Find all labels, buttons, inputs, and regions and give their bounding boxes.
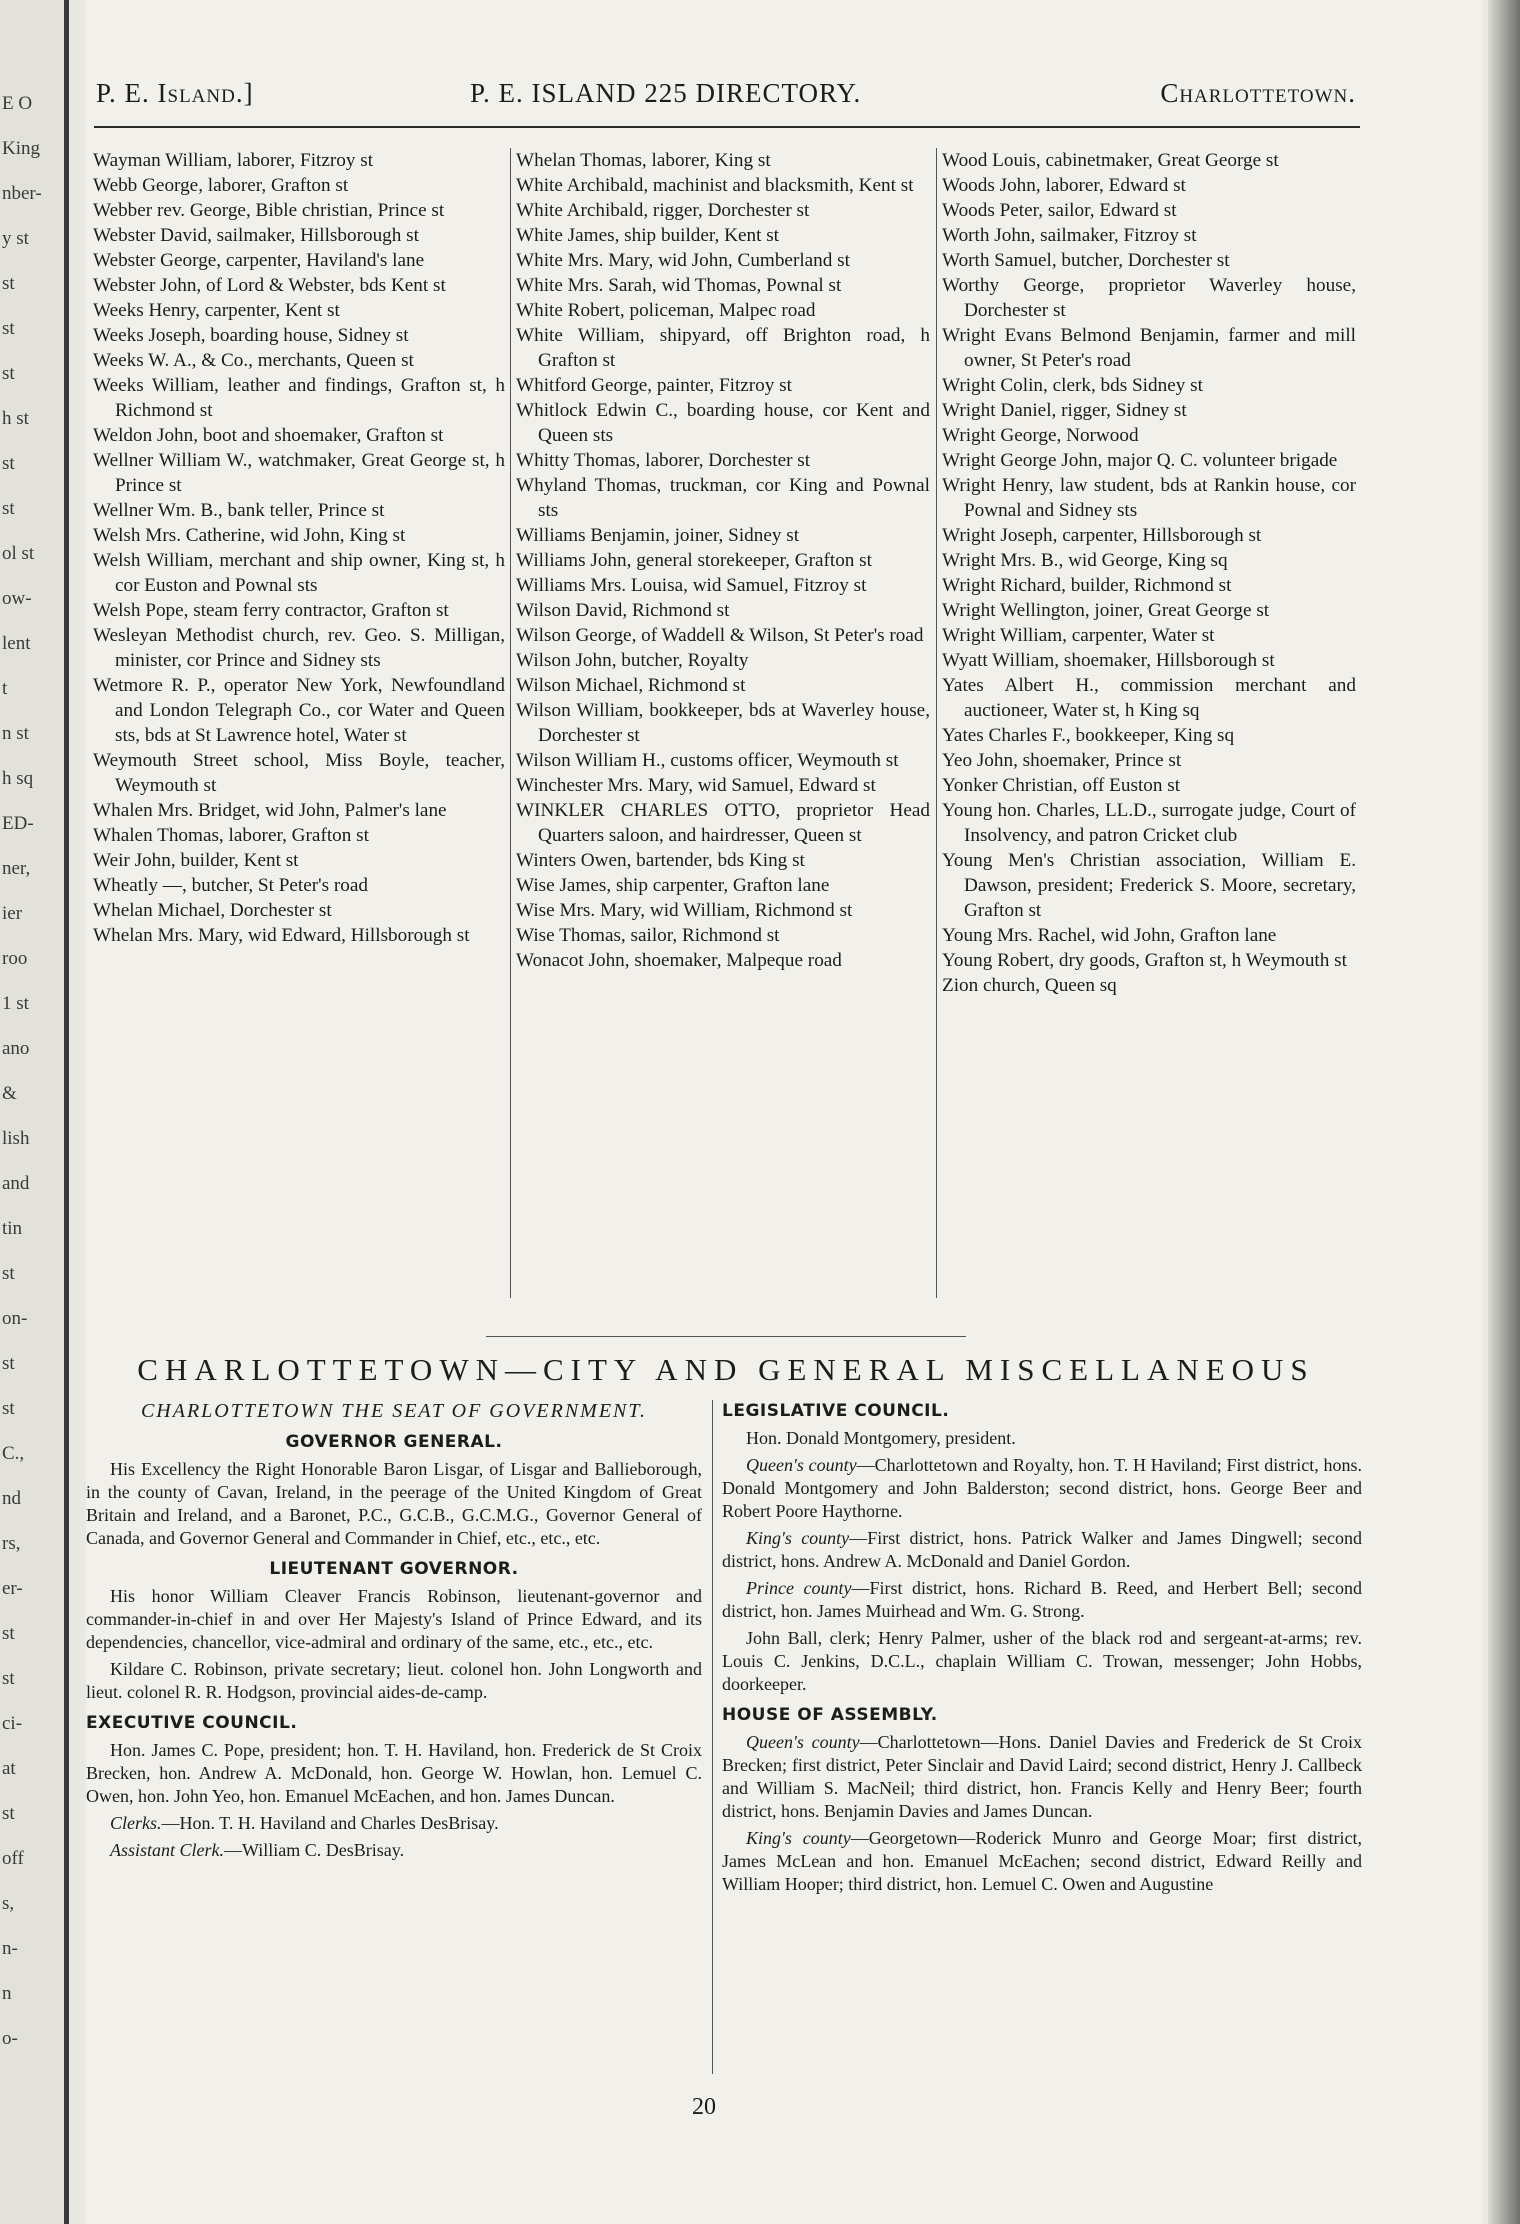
header-left: P. E. Island.] — [96, 78, 254, 108]
section-title: CHARLOTTETOWN—CITY AND GENERAL MISCELLANEOUS — [137, 1352, 1315, 1387]
directory-entry: Young Men's Christian association, William E. Dawson, president; Frederick S. Moore, secretary, Grafton st — [942, 850, 1356, 921]
directory-entry: Wilson William H., customs officer, Weymouth st — [516, 750, 899, 771]
directory-column-2 — [516, 148, 930, 973]
margin-fragment: t — [2, 678, 8, 699]
seat-heading: CHARLOTTETOWN THE SEAT OF GOVERNMENT. — [140, 1400, 648, 1422]
margin-fragment: st — [2, 1353, 15, 1374]
directory-entry: Wilson William, bookkeeper, bds at Waverley house, Dorchester st — [516, 700, 930, 746]
margin-fragment: ano — [2, 1038, 30, 1059]
directory-entry: Worth Samuel, butcher, Dorchester st — [942, 250, 1230, 271]
directory-entry: Wetmore R. P., operator New York, Newfoundland and London Telegraph Co., cor Water and Queen sts, bds at St Lawrence hotel, Water st — [93, 675, 505, 746]
margin-fragment: h st — [2, 408, 29, 429]
directory-entry: Yates Charles F., bookkeeper, King sq — [942, 725, 1235, 746]
directory-entry: Webster John, of Lord & Webster, bds Kent st — [93, 275, 446, 296]
governor-general-text: His Excellency the Right Honorable Baron Lisgar, of Lisgar and Ballieborough, in the county of Cavan, Ireland, in the peerage of the United Kingdom of Great Britain and Ireland, and a Baronet, P.C., G.C.B., G.C.M.G., Governor General of Canada, and Governor General and Commander in Chief, etc., etc., etc. — [86, 1459, 702, 1548]
clerks-line — [86, 1812, 702, 1835]
directory-entry: Weeks W. A., & Co., merchants, Queen st — [93, 350, 414, 371]
directory-entry: Welsh William, merchant and ship owner, King st, h cor Euston and Pownal sts — [93, 550, 505, 596]
directory-entry: Wright Evans Belmond Benjamin, farmer and mill owner, St Peter's road — [942, 325, 1356, 371]
executive-council-heading: EXECUTIVE COUNCIL. — [86, 1713, 298, 1733]
directory-page — [86, 0, 1482, 2224]
margin-fragment: y st — [2, 228, 29, 249]
margin-fragment: st — [2, 453, 15, 474]
directory-entry: Wright George John, major Q. C. volunteer brigade — [942, 450, 1338, 471]
leg-officers: John Ball, clerk; Henry Palmer, usher of the black rod and sergeant-at-arms; rev. Louis C. Jenkins, D.C.L., chaplain William C. Trowan, messenger; John Hobbs, doorkeeper. — [722, 1628, 1362, 1694]
margin-fragment: ner, — [2, 858, 31, 879]
margin-fragment: tin — [2, 1218, 23, 1239]
leg-queens-label: Queen's county — [746, 1455, 857, 1475]
directory-entry: Weldon John, boot and shoemaker, Grafton st — [93, 425, 444, 446]
directory-entry: Wyatt William, shoemaker, Hillsborough st — [942, 650, 1275, 671]
margin-fragment: & — [2, 1083, 17, 1104]
column-divider-2 — [936, 148, 937, 1298]
margin-fragment: st — [2, 273, 15, 294]
margin-fragment: st — [2, 363, 15, 384]
directory-entry: Wright Colin, clerk, bds Sidney st — [942, 375, 1203, 396]
directory-entry: Zion church, Queen sq — [942, 975, 1117, 996]
margin-fragment: ol st — [2, 543, 35, 564]
directory-entry: Welsh Pope, steam ferry contractor, Grafton st — [93, 600, 449, 621]
margin-fragment: st — [2, 498, 15, 519]
margin-fragment: 1 st — [2, 993, 29, 1014]
leg-prince-county — [722, 1577, 1362, 1623]
margin-fragment: and — [2, 1173, 30, 1194]
leg-queens-text: —Charlottetown and Royalty, hon. T. H Haviland; First district, hons. Donald Montgomery and John Balderston; second district, hons. George Beer and Robert Poore Haythorne. — [722, 1455, 1363, 1521]
margin-fragment: s, — [2, 1893, 15, 1914]
directory-entry: Yonker Christian, off Euston st — [942, 775, 1181, 796]
margin-fragment: on- — [2, 1308, 28, 1329]
directory-entry: Whelan Michael, Dorchester st — [93, 900, 332, 921]
header-right: Charlottetown. — [1160, 78, 1356, 108]
column-divider-lower — [712, 1400, 713, 2074]
directory-entry: Whitford George, painter, Fitzroy st — [516, 375, 792, 396]
directory-entry: Wright George, Norwood — [942, 425, 1139, 446]
directory-entry: Whelan Mrs. Mary, wid Edward, Hillsborough st — [93, 925, 470, 946]
margin-fragment: st — [2, 1803, 15, 1824]
directory-entry: Weymouth Street school, Miss Boyle, teacher, Weymouth st — [93, 750, 505, 796]
directory-entry: Young Robert, dry goods, Grafton st, h Weymouth st — [942, 950, 1347, 971]
margin-fragment: ci- — [2, 1713, 23, 1734]
running-header — [96, 78, 1356, 118]
directory-entry: Woods John, laborer, Edward st — [942, 175, 1186, 196]
column-divider-1 — [510, 148, 511, 1298]
margin-fragment: n st — [2, 723, 29, 744]
directory-entry: Wright Richard, builder, Richmond st — [942, 575, 1232, 596]
directory-entry: Woods Peter, sailor, Edward st — [942, 200, 1177, 221]
assistant-clerk-line — [86, 1839, 702, 1862]
directory-entry: Worth John, sailmaker, Fitzroy st — [942, 225, 1197, 246]
directory-entry: Worthy George, proprietor Waverley house, Dorchester st — [942, 275, 1356, 321]
lieutenant-governor-staff: Kildare C. Robinson, private secretary; lieut. colonel hon. John Longworth and lieut. colonel R. R. Hodgson, provincial aides-de-camp. — [86, 1659, 702, 1702]
house-kings-text: —Georgetown—Roderick Munro and George Moar; first district, James McLean and hon. Emanuel McEachen; second district, Edward Reilly and William Hooper; third district, hon. Lemuel C. Owen and Augustine — [722, 1828, 1362, 1894]
government-column — [86, 1400, 702, 1866]
margin-fragment: rs, — [2, 1533, 21, 1554]
directory-entry: Wright William, carpenter, Water st — [942, 625, 1215, 646]
margin-fragment: E O — [2, 93, 33, 114]
directory-entry: Williams John, general storekeeper, Grafton st — [516, 550, 872, 571]
directory-entry: Whitlock Edwin C., boarding house, cor Kent and Queen sts — [516, 400, 930, 446]
directory-entry: White Archibald, rigger, Dorchester st — [516, 200, 810, 221]
directory-entry: White Archibald, machinist and blacksmith, Kent st — [516, 175, 914, 196]
directory-entry: Wise James, ship carpenter, Grafton lane — [516, 875, 830, 896]
directory-entry: White Robert, policeman, Malpec road — [516, 300, 816, 321]
margin-fragment: n- — [2, 1938, 18, 1959]
leg-kings-county — [722, 1527, 1362, 1573]
directory-entry: Wellner Wm. B., bank teller, Prince st — [93, 500, 385, 521]
house-of-assembly-heading: HOUSE OF ASSEMBLY. — [722, 1705, 938, 1725]
directory-entry: Williams Benjamin, joiner, Sidney st — [516, 525, 800, 546]
directory-entry: Young Mrs. Rachel, wid John, Grafton lane — [942, 925, 1277, 946]
house-queens-text: —Charlottetown—Hons. Daniel Davies and Frederick de St Croix Brecken; first district, Peter Sinclair and David Laird; second district, Henry J. Callbeck and William S. MacNeil; third district, hon. Francis Kelly and Henry Beer; fourth district, hons. Benjamin Davies and James Duncan. — [722, 1732, 1362, 1821]
margin-fragment: er- — [2, 1578, 23, 1599]
section-divider — [486, 1336, 966, 1337]
leg-queens-county — [722, 1454, 1362, 1523]
leg-kings-text: —First district, hons. Patrick Walker and James Dingwell; second district, hons. Andrew A. McDonald and Daniel Gordon. — [722, 1528, 1362, 1571]
margin-fragment: st — [2, 1263, 15, 1284]
directory-entry: Winchester Mrs. Mary, wid Samuel, Edward st — [516, 775, 876, 796]
margin-fragment: st — [2, 318, 15, 339]
margin-fragment: n — [2, 1983, 12, 2004]
directory-entry: Webster George, carpenter, Haviland's lane — [93, 250, 425, 271]
directory-entry: Webber rev. George, Bible christian, Prince st — [93, 200, 445, 221]
directory-entry: Weeks Joseph, boarding house, Sidney st — [93, 325, 409, 346]
directory-entry: Wise Thomas, sailor, Richmond st — [516, 925, 780, 946]
lieutenant-governor-heading: LIEUTENANT GOVERNOR. — [269, 1559, 519, 1579]
header-rule — [94, 126, 1360, 128]
directory-entry: Whalen Mrs. Bridget, wid John, Palmer's lane — [93, 800, 447, 821]
margin-fragment: lish — [2, 1128, 30, 1149]
directory-entry: Williams Mrs. Louisa, wid Samuel, Fitzroy st — [516, 575, 867, 596]
directory-entry: White James, ship builder, Kent st — [516, 225, 780, 246]
directory-entry: Wayman William, laborer, Fitzroy st — [93, 150, 374, 171]
directory-entry: Wright Joseph, carpenter, Hillsborough st — [942, 525, 1262, 546]
directory-entry: Wilson David, Richmond st — [516, 600, 730, 621]
leg-prince-label: Prince county — [746, 1578, 852, 1598]
directory-entry: White Mrs. Mary, wid John, Cumberland st — [516, 250, 850, 271]
legislative-council-heading: LEGISLATIVE COUNCIL. — [722, 1401, 950, 1421]
legislative-president: Hon. Donald Montgomery, president. — [746, 1428, 1016, 1448]
margin-fragment: h sq — [2, 768, 34, 789]
house-queens-county — [722, 1731, 1362, 1823]
margin-fragment: st — [2, 1668, 15, 1689]
directory-entry: White Mrs. Sarah, wid Thomas, Pownal st — [516, 275, 842, 296]
margin-fragment: nd — [2, 1488, 21, 1509]
margin-fragment: off — [2, 1848, 24, 1869]
margin-fragment: o- — [2, 2028, 18, 2049]
clerks-text: —Hon. T. H. Haviland and Charles DesBrisay. — [161, 1813, 499, 1833]
directory-entry: Wonacot John, shoemaker, Malpeque road — [516, 950, 842, 971]
directory-entry: Wise Mrs. Mary, wid William, Richmond st — [516, 900, 853, 921]
margin-fragment: C., — [2, 1443, 25, 1464]
directory-entry: Whelan Thomas, laborer, King st — [516, 150, 771, 171]
directory-column-3 — [942, 148, 1356, 998]
house-kings-label: King's county — [746, 1828, 851, 1848]
directory-entry: White William, shipyard, off Brighton road, h Grafton st — [516, 325, 930, 371]
margin-fragment: at — [2, 1758, 16, 1779]
directory-entry: Webster David, sailmaker, Hillsborough st — [93, 225, 419, 246]
directory-entry: Yates Albert H., commission merchant and auctioneer, Water st, h King sq — [942, 675, 1356, 721]
assistant-clerk-label: Assistant Clerk. — [110, 1840, 225, 1860]
legislature-column — [722, 1400, 1362, 1900]
directory-entry: Wilson Michael, Richmond st — [516, 675, 746, 696]
directory-entry: Wright Daniel, rigger, Sidney st — [942, 400, 1187, 421]
directory-entry: Weir John, builder, Kent st — [93, 850, 299, 871]
directory-entry: Wright Henry, law student, bds at Rankin house, cor Pownal and Sidney sts — [942, 475, 1356, 521]
directory-entry: Wesleyan Methodist church, rev. Geo. S. Milligan, minister, cor Prince and Sidney sts — [93, 625, 505, 671]
directory-entry: Weeks William, leather and findings, Grafton st, h Richmond st — [93, 375, 505, 421]
leg-kings-label: King's county — [746, 1528, 850, 1548]
executive-council-text: Hon. James C. Pope, president; hon. T. H. Haviland, hon. Frederick de St Croix Brecken, hon. Andrew A. McDonald, hon. George W. Howlan, hon. Lemuel C. Owen, hon. John Yeo, hon. Emanuel McEachen, and hon. James Duncan. — [86, 1740, 702, 1806]
directory-entry: Winters Owen, bartender, bds King st — [516, 850, 805, 871]
directory-entry: Wilson John, butcher, Royalty — [516, 650, 749, 671]
margin-fragment: King — [2, 138, 40, 159]
directory-entry: Whyland Thomas, truckman, cor King and Pownal sts — [516, 475, 930, 521]
assistant-clerk-text: —William C. DesBrisay. — [224, 1840, 405, 1860]
directory-entry: Young hon. Charles, LL.D., surrogate judge, Court of Insolvency, and patron Cricket club — [942, 800, 1356, 846]
directory-column-1 — [93, 148, 505, 948]
lieutenant-governor-text: His honor William Cleaver Francis Robinson, lieutenant-governor and commander-in-chief in and over Her Majesty's Island of Prince Edward, and its dependencies, chancellor, vice-admiral and ordinary of the same, etc., etc., etc. — [86, 1586, 702, 1652]
header-center: P. E. ISLAND 225 DIRECTORY. — [470, 78, 862, 108]
directory-entry: Wheatly —, butcher, St Peter's road — [93, 875, 368, 896]
governor-general-heading: GOVERNOR GENERAL. — [285, 1432, 503, 1452]
margin-fragment: lent — [2, 633, 31, 654]
directory-entry: Welsh Mrs. Catherine, wid John, King st — [93, 525, 406, 546]
directory-entry: Whalen Thomas, laborer, Grafton st — [93, 825, 369, 846]
directory-entry: Wright Mrs. B., wid George, King sq — [942, 550, 1228, 571]
margin-fragment: roo — [2, 948, 28, 969]
directory-entry: Webb George, laborer, Grafton st — [93, 175, 349, 196]
directory-entry: Wilson George, of Waddell & Wilson, St Peter's road — [516, 625, 924, 646]
margin-fragment: st — [2, 1398, 15, 1419]
margin-fragment: st — [2, 1623, 15, 1644]
directory-entry: Whitty Thomas, laborer, Dorchester st — [516, 450, 811, 471]
margin-fragment: ow- — [2, 588, 32, 609]
margin-fragment: ier — [2, 903, 23, 924]
previous-page-margin — [0, 0, 69, 2224]
directory-entry: Wood Louis, cabinetmaker, Great George st — [942, 150, 1279, 171]
leg-prince-text: —First district, hons. Richard B. Reed, and Herbert Bell; second district, hon. James Muirhead and Wm. G. Strong. — [722, 1578, 1362, 1621]
house-kings-county — [722, 1827, 1362, 1896]
directory-entry: Wright Wellington, joiner, Great George st — [942, 600, 1270, 621]
margin-fragment: nber- — [2, 183, 42, 204]
directory-entry: Yeo John, shoemaker, Prince st — [942, 750, 1182, 771]
directory-entry: Wellner William W., watchmaker, Great George st, h Prince st — [93, 450, 505, 496]
page-number: 20 — [692, 2094, 716, 2120]
house-queens-label: Queen's county — [746, 1732, 860, 1752]
directory-entry: WINKLER CHARLES OTTO, proprietor Head Quarters saloon, and hairdresser, Queen st — [516, 800, 930, 846]
directory-entry: Weeks Henry, carpenter, Kent st — [93, 300, 340, 321]
book-edge-shadow — [1488, 0, 1520, 2224]
clerks-label: Clerks. — [110, 1813, 162, 1833]
margin-fragment: ED- — [2, 813, 34, 834]
